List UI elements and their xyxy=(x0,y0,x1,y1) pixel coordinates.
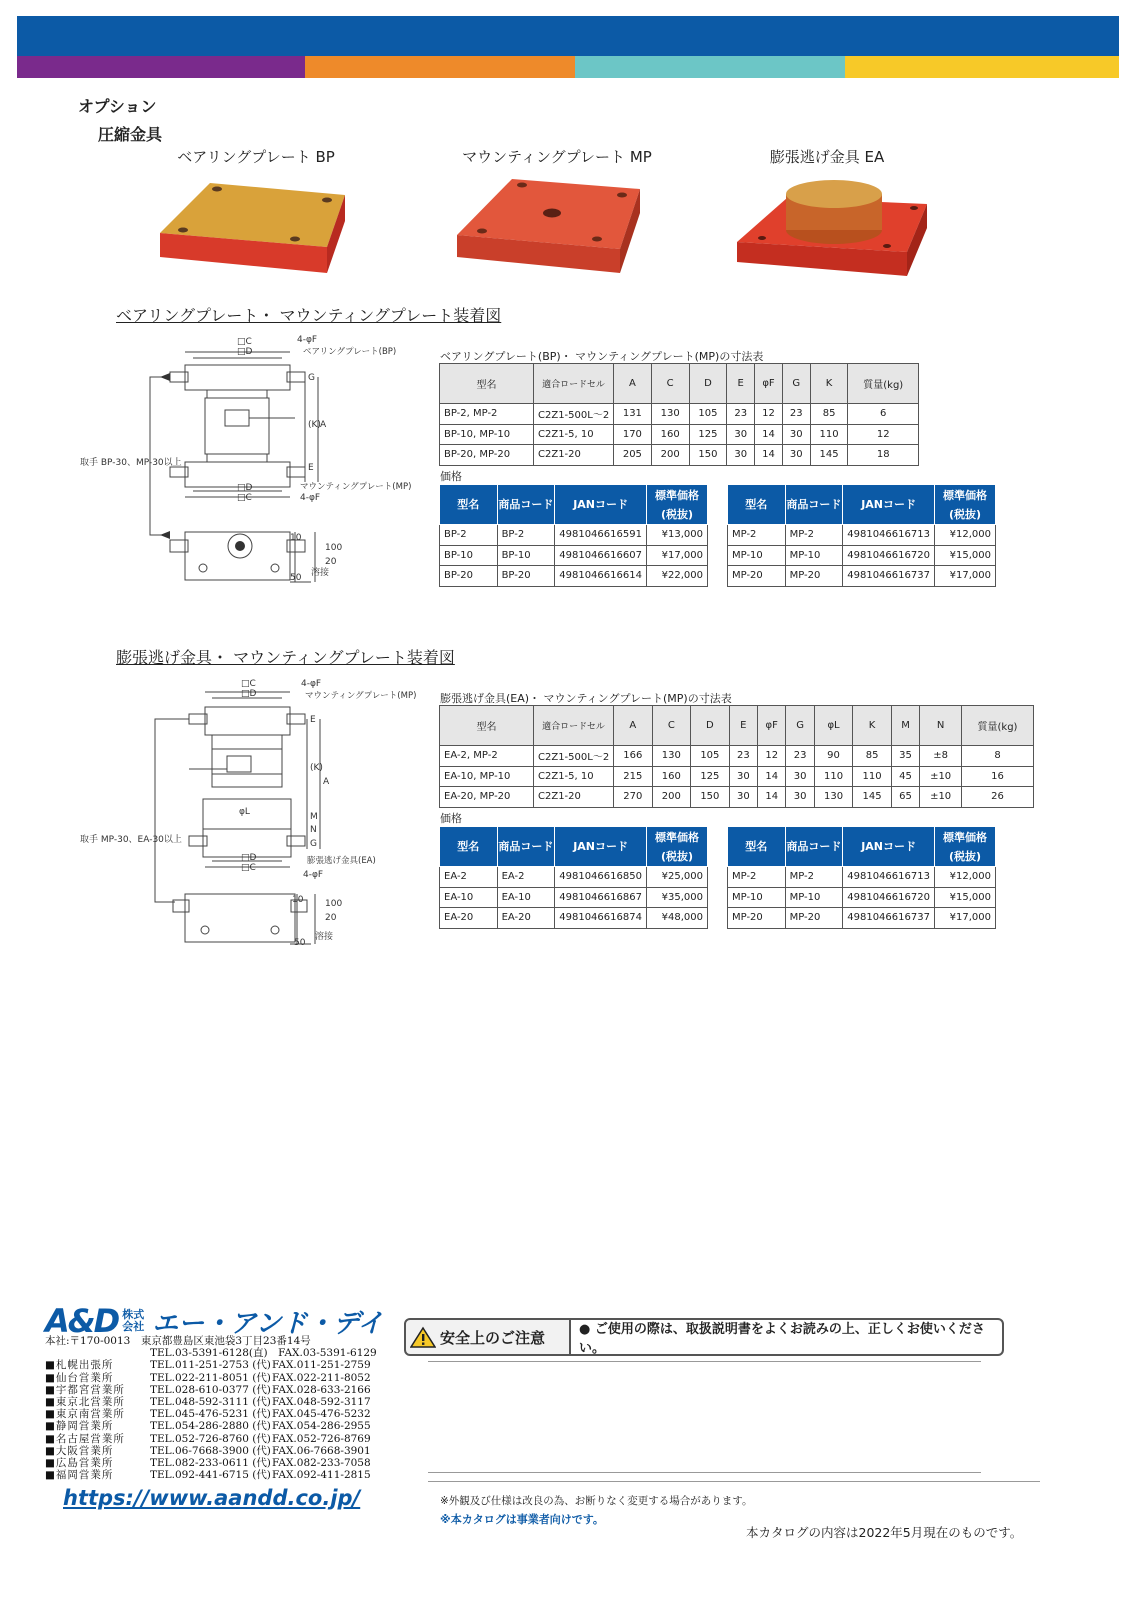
section2-price-table-left xyxy=(439,826,708,929)
col-header: 標準価格(税抜) xyxy=(935,827,996,867)
dim-100: 100 xyxy=(325,543,343,553)
col-header: 標準価格(税抜) xyxy=(935,485,996,525)
col-header: D xyxy=(689,364,727,404)
safety-notice xyxy=(404,1318,1004,1356)
col-header: φL xyxy=(814,706,853,746)
header-bar xyxy=(17,16,1119,56)
office-row: ■東京北営業所 TEL.048-592-3111 (代) FAX.048-592-3117 xyxy=(45,1396,371,1409)
bearing-plate-image xyxy=(155,175,350,280)
label-top-f: 4-φF xyxy=(301,679,322,689)
col-header: 質量(kg) xyxy=(848,364,919,404)
col-header: 型名 xyxy=(440,364,534,404)
table-row: MP-2 MP-2 4981046616713 ¥12,000 xyxy=(728,525,996,546)
dim-20: 20 xyxy=(325,913,337,923)
col-header: G xyxy=(782,364,810,404)
label-a: A xyxy=(323,777,330,787)
office-row: ■名古屋営業所 TEL.052-726-8760 (代) FAX.052-726-8769 xyxy=(45,1432,371,1445)
table-row: MP-2 MP-2 4981046616713 ¥12,000 xyxy=(728,867,996,888)
col-header: A xyxy=(614,364,652,404)
table-row: BP-10, MP-10 C2Z1-5, 10 170 160 125 30 14 30 110 12 xyxy=(440,424,919,445)
label-phil: φL xyxy=(239,807,250,817)
table-row: BP-20, MP-20 C2Z1-20 205 200 150 30 14 30 145 18 xyxy=(440,445,919,466)
dim-20: 20 xyxy=(325,557,337,567)
col-header: M xyxy=(891,706,919,746)
col-header: 型名 xyxy=(440,827,498,867)
label-bp: ベアリングプレート(BP) xyxy=(303,347,397,357)
hq-tel: TEL.03-5391-6128(直) FAX.03-5391-6129 xyxy=(150,1347,377,1360)
table-row: EA-10 EA-10 4981046616867 ¥35,000 xyxy=(440,887,708,908)
table-row: EA-20, MP-20 C2Z1-20 270 200 150 30 14 30 130 145 65 ±10 26 xyxy=(440,787,1034,808)
col-header: 商品コード xyxy=(497,827,555,867)
label-weld: 溶接 xyxy=(315,932,334,942)
col-header: JANコード xyxy=(555,827,647,867)
header-stripe-teal xyxy=(575,56,845,78)
label-m: M xyxy=(310,812,318,822)
label-g: G xyxy=(308,373,315,383)
section1-price-table-left xyxy=(439,484,708,587)
section1-dim-table xyxy=(439,363,919,466)
col-header: C xyxy=(652,706,691,746)
label-n: N xyxy=(310,825,317,835)
col-header: D xyxy=(691,706,730,746)
header-stripe-orange xyxy=(305,56,575,78)
col-header: φF xyxy=(758,706,786,746)
office-list xyxy=(45,1335,377,1481)
col-header: JANコード xyxy=(843,827,935,867)
label-bot-d: □D xyxy=(241,853,257,863)
dim-50: 50 xyxy=(290,573,302,583)
divider xyxy=(428,1361,981,1362)
label-e: E xyxy=(310,715,316,725)
table-row: EA-10, MP-10 C2Z1-5, 10 215 160 125 30 14 30 110 110 45 ±10 16 xyxy=(440,766,1034,787)
col-header: C xyxy=(651,364,689,404)
divider xyxy=(428,1481,1040,1482)
product-label-bp: ベアリングプレート BP xyxy=(177,148,335,166)
subsection-heading: 圧縮金具 xyxy=(98,125,163,144)
section1-drawing xyxy=(75,332,440,594)
office-row: ■静岡営業所 TEL.054-286-2880 (代) FAX.054-286-2955 xyxy=(45,1420,371,1433)
table-row: MP-10 MP-10 4981046616720 ¥15,000 xyxy=(728,887,996,908)
label-k: (K) xyxy=(310,763,323,773)
logo-mark: A&D xyxy=(45,1302,119,1340)
divider xyxy=(428,1472,981,1473)
col-header: K xyxy=(810,364,848,404)
col-header: A xyxy=(614,706,653,746)
table-row: MP-20 MP-20 4981046616737 ¥17,000 xyxy=(728,566,996,587)
section2-price-title: 価格 xyxy=(440,812,462,825)
office-row: ■仙台営業所 TEL.022-211-8051 (代) FAX.022-211-8052 xyxy=(45,1371,371,1384)
mounting-plate-image xyxy=(452,175,647,280)
section1-title: ベアリングプレート・ マウンティングプレート装着図 xyxy=(116,306,502,325)
col-header: E xyxy=(727,364,755,404)
office-row: ■東京南営業所 TEL.045-476-5231 (代) FAX.045-476-5232 xyxy=(45,1408,371,1421)
col-header: 標準価格(税抜) xyxy=(647,827,708,867)
section2-price-table-right xyxy=(727,826,996,929)
product-label-mp: マウンティングプレート MP xyxy=(462,148,652,166)
label-mp: マウンティングプレート(MP) xyxy=(300,482,412,492)
office-row: ■広島営業所 TEL.082-233-0611 (代) FAX.082-233-7058 xyxy=(45,1457,371,1470)
col-header: 型名 xyxy=(440,706,534,746)
label-bot-f: 4-φF xyxy=(303,870,324,880)
office-row: ■大阪営業所 TEL.06-7668-3900 (代) FAX.06-7668-3901 xyxy=(45,1444,371,1457)
label-top-c: □C xyxy=(237,337,252,347)
label-k: (K) xyxy=(308,420,321,430)
label-top-c: □C xyxy=(241,679,256,689)
dim-10: 10 xyxy=(292,895,304,905)
section1-price-title: 価格 xyxy=(440,470,462,483)
section2-drawing xyxy=(75,674,440,952)
table-row: BP-2 BP-2 4981046616591 ¥13,000 xyxy=(440,525,708,546)
table-row: BP-10 BP-10 4981046616607 ¥17,000 xyxy=(440,545,708,566)
col-header: 型名 xyxy=(440,485,498,525)
label-bot-d: □D xyxy=(237,483,253,493)
col-header: 商品コード xyxy=(497,485,555,525)
office-row: ■宇都宮営業所 TEL.028-610-0377 (代) FAX.028-633-2166 xyxy=(45,1383,371,1396)
table-row: BP-20 BP-20 4981046616614 ¥22,000 xyxy=(440,566,708,587)
label-a: A xyxy=(320,420,327,430)
table-row: MP-10 MP-10 4981046616720 ¥15,000 xyxy=(728,545,996,566)
table-row: EA-2 EA-2 4981046616850 ¥25,000 xyxy=(440,867,708,888)
label-weld: 溶接 xyxy=(311,568,330,578)
col-header: 適合ロードセル xyxy=(534,364,614,404)
section2-title: 膨張逃げ金具・ マウンティングプレート装着図 xyxy=(116,648,455,667)
col-header: JANコード xyxy=(843,485,935,525)
section1-table-title: ベアリングプレート(BP)・ マウンティングプレート(MP)の寸法表 xyxy=(440,350,764,363)
logo-kabushiki: 株式会社 xyxy=(122,1308,145,1333)
website-link[interactable]: https://www.aandd.co.jp/ xyxy=(63,1486,361,1510)
safety-label: 安全上のご注意 xyxy=(440,1328,546,1347)
col-header: K xyxy=(853,706,892,746)
label-g: G xyxy=(310,839,317,849)
section1-price-table-right xyxy=(727,484,996,587)
col-header: 型名 xyxy=(728,827,786,867)
label-bot-c: □C xyxy=(241,863,256,873)
table-row: BP-2, MP-2 C2Z1-500L～2 131 130 105 23 12 23 85 6 xyxy=(440,404,919,425)
dim-50: 50 xyxy=(294,938,306,948)
col-header: φF xyxy=(755,364,783,404)
label-ea: 膨張逃げ金具(EA) xyxy=(307,856,376,866)
logo-company-name: エー・アンド・デイ xyxy=(152,1308,384,1339)
label-bot-c: □C xyxy=(237,493,252,503)
section2-table-title: 膨張逃げ金具(EA)・ マウンティングプレート(MP)の寸法表 xyxy=(440,692,732,705)
label-top-d: □D xyxy=(237,347,253,357)
col-header: 適合ロードセル xyxy=(534,706,614,746)
col-header: 標準価格(税抜) xyxy=(647,485,708,525)
header-stripe-yellow xyxy=(845,56,1119,78)
disclaimer-note: ※外観及び仕様は改良の為、お断りなく変更する場合があります。 xyxy=(440,1495,753,1507)
col-header: 型名 xyxy=(728,485,786,525)
header-stripe-purple xyxy=(17,56,305,78)
section2-dim-table xyxy=(439,705,1034,808)
label-top-d: □D xyxy=(241,689,257,699)
label-handle: 取手 BP-30、MP-30以上 xyxy=(80,458,182,468)
warning-icon xyxy=(410,1326,436,1348)
col-header: 商品コード xyxy=(785,485,843,525)
col-header: 商品コード xyxy=(785,827,843,867)
office-row: ■福岡営業所 TEL.092-441-6715 (代) FAX.092-411-2815 xyxy=(45,1469,371,1482)
dim-100: 100 xyxy=(325,899,343,909)
label-handle: 取手 MP-30、EA-30以上 xyxy=(80,835,182,845)
label-mp: マウンティングプレート(MP) xyxy=(305,691,417,701)
section-heading: オプション xyxy=(78,97,157,116)
label-e: E xyxy=(308,463,314,473)
office-row: ■札幌出張所 TEL.011-251-2753 (代) FAX.011-251-2759 xyxy=(45,1359,371,1372)
col-header: JANコード xyxy=(555,485,647,525)
business-note: ※本カタログは事業者向けです。 xyxy=(440,1513,604,1526)
catalog-date-note: 本カタログの内容は2022年5月現在のものです。 xyxy=(746,1525,1023,1540)
table-row: MP-20 MP-20 4981046616737 ¥17,000 xyxy=(728,908,996,929)
col-header: N xyxy=(920,706,962,746)
table-row: EA-20 EA-20 4981046616874 ¥48,000 xyxy=(440,908,708,929)
hq-address: 本社:〒170-0013 東京都豊島区東池袋3丁目23番14号 xyxy=(45,1335,311,1347)
label-bot-f: 4-φF xyxy=(300,493,321,503)
col-header: 質量(kg) xyxy=(962,706,1034,746)
col-header: G xyxy=(786,706,814,746)
safety-text: ● ご使用の際は、取扱説明書をよくお読みの上、正しくお使いください。 xyxy=(571,1320,1002,1354)
dim-10: 10 xyxy=(290,533,302,543)
col-header: E xyxy=(729,706,757,746)
expansion-fitting-image xyxy=(732,170,932,282)
label-top-f: 4-φF xyxy=(297,335,318,345)
product-label-ea: 膨張逃げ金具 EA xyxy=(769,148,885,166)
table-row: EA-2, MP-2 C2Z1-500L～2 166 130 105 23 12 23 90 85 35 ±8 8 xyxy=(440,746,1034,767)
